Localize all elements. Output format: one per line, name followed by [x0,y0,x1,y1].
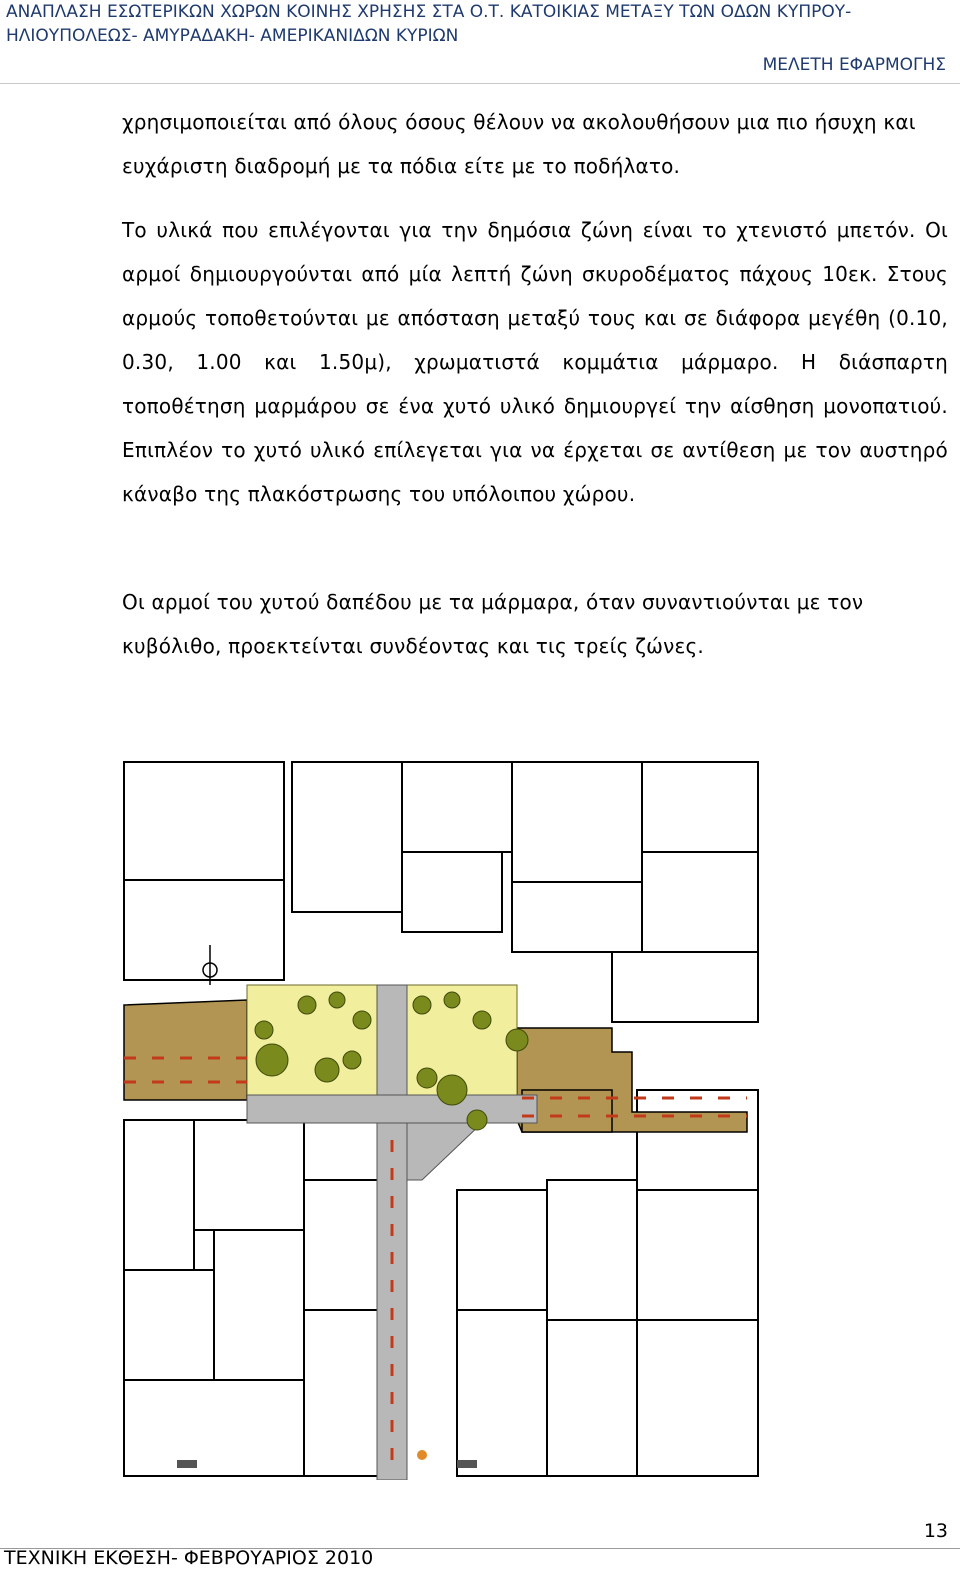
page-number: 13 [923,1520,948,1542]
footer-text: ΤΕΧΝΙΚΗ ΕΚΘΕΣΗ- ΦΕΒΡΟΥΑΡΙΟΣ 2010 [4,1547,374,1569]
paragraph-1-text: χρησιμοποιείται από όλους όσους θέλουν να ακολουθήσουν μια πιο ήσυχη και ευχάριστη διαδρομή με τα πόδια είτε με το ποδήλατο. [122,110,916,178]
paragraph-1 [122,100,948,188]
header-subtitle: ΜΕΛΕΤΗ ΕΦΑΡΜΟΓΗΣ [762,55,946,75]
header-title-line-2: ΗΛΙΟΥΠΟΛΕΩΣ- ΑΜΥΡΑΔΑΚΗ- ΑΜΕΡΙΚΑΝΙΔΩΝ ΚΥΡΙΩΝ [6,26,459,46]
header-divider [0,83,960,84]
paragraph-2-text: Το υλικά που επιλέγονται για την δημόσια ζώνη είναι το χτενιστό μπετόν. Οι αρμοί δημιουργούνται από μία λεπτή ζώνη σκυροδέματος πάχους 10εκ. Στους αρμούς τοποθετούνται με απόσταση μεταξύ τους και σε διάφορα μεγέθη (0.10, 0.30, 1.00 και 1.50μ), χρωματιστά κομμάτια μάρμαρο. Η διάσπαρτη τοποθέτηση μαρμάρου σε ένα χυτό υλικό δημιουργεί την αίσθηση μονοπατιού. Επιπλέον το χυτό υλικό επίλεγεται για να έρχεται σε αντίθεση με τον αυστηρό κάναβο της πλακόστρωσης του υπόλοιπου χώρου. [122,218,948,506]
paragraph-2 [122,208,948,516]
site-plan-drawing [122,760,762,1480]
header-title-line-1: ΑΝΑΠΛΑΣΗ ΕΣΩΤΕΡΙΚΩΝ ΧΩΡΩΝ ΚΟΙΝΗΣ ΧΡΗΣΗΣ ΣΤΑ Ο.Τ. ΚΑΤΟΙΚΙΑΣ ΜΕΤΑΞΥ ΤΩΝ ΟΔΩΝ ΚΥΠΡΟΥ- [6,2,852,22]
paragraph-3 [122,580,948,668]
paragraph-3-text: Οι αρμοί του χυτού δαπέδου με τα μάρμαρα, όταν συναντιούνται με τον κυβόλιθο, προεκτείνται συνδέοντας και τις τρείς ζώνες. [122,590,864,658]
running-header [6,0,954,48]
